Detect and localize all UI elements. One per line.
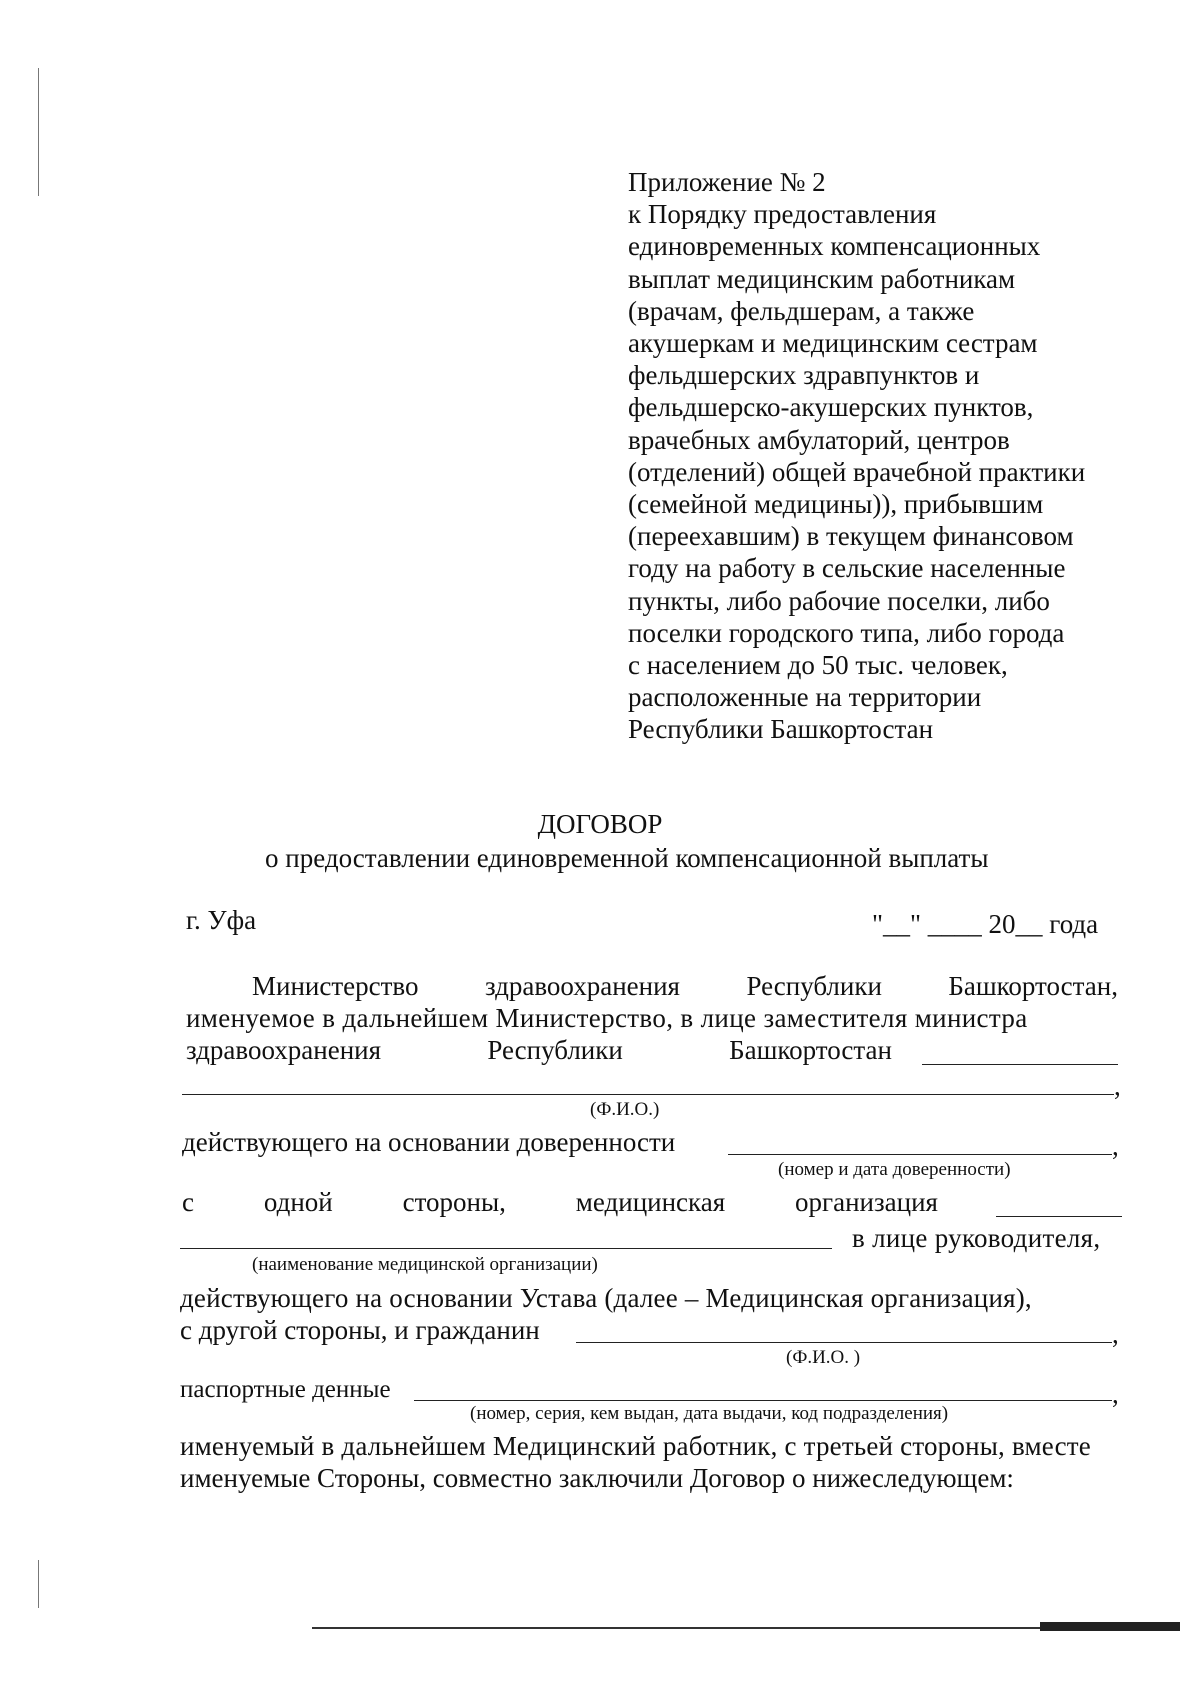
head-text: в лице руководителя, bbox=[852, 1223, 1101, 1253]
appendix-line: выплат медицинским работникам bbox=[628, 263, 1016, 294]
paragraph-line-org bbox=[182, 1186, 938, 1218]
passport-caption: (номер, серия, кем выдан, дата выдачи, код подразделения) bbox=[470, 1403, 949, 1424]
appendix-line: (отделений) общей врачебной практики bbox=[628, 456, 1086, 487]
word: одной bbox=[263, 1187, 333, 1217]
org-name-blank bbox=[180, 1248, 832, 1249]
deputy-fio-blank bbox=[182, 1094, 1114, 1095]
bottom-rule-thick bbox=[1040, 1622, 1180, 1631]
scan-edge-bottom bbox=[38, 1560, 39, 1608]
word: здравоохранения bbox=[186, 1035, 382, 1065]
passport-text: паспортные денные bbox=[180, 1376, 391, 1403]
final-line-2: именуемые Стороны, совместно заключили Договор о нижеследующем: bbox=[180, 1463, 1014, 1493]
word: Республики bbox=[746, 971, 882, 1001]
appendix-line: поселки городского типа, либо города bbox=[628, 617, 1065, 648]
word: Башкортостан, bbox=[948, 971, 1118, 1001]
appendix-line: пункты, либо рабочие поселки, либо bbox=[628, 585, 1050, 616]
citizen-fio-blank bbox=[576, 1342, 1112, 1343]
proxy-blank bbox=[728, 1154, 1112, 1155]
paragraph-line-1 bbox=[252, 970, 1118, 1002]
appendix-line: единовременных компенсационных bbox=[628, 231, 1041, 262]
final-line-1: именуемый в дальнейшем Медицинский работник, с третьей стороны, вместе bbox=[180, 1431, 1091, 1461]
paragraph-line-2: именуемое в дальнейшем Министерство, в лице заместителя министра bbox=[186, 1003, 1028, 1033]
deputy-name-blank-short bbox=[922, 1064, 1118, 1065]
appendix-line: акушеркам и медицинским сестрам bbox=[628, 328, 1038, 359]
scan-edge-top bbox=[38, 68, 39, 196]
org-caption: (наименование медицинской организации) bbox=[252, 1254, 598, 1275]
appendix-line: фельдшерско-акушерских пунктов, bbox=[628, 392, 1034, 423]
passport-blank bbox=[414, 1400, 1112, 1401]
appendix-line: врачебных амбулаторий, центров bbox=[628, 424, 1010, 455]
word: Министерство bbox=[252, 971, 419, 1001]
appendix-line: с населением до 50 тыс. человек, bbox=[628, 650, 1008, 681]
word: медицинская bbox=[575, 1187, 726, 1217]
contract-city: г. Уфа bbox=[186, 905, 257, 935]
appendix-header bbox=[628, 166, 1148, 746]
appendix-line: (врачам, фельдшерам, а также bbox=[628, 295, 975, 326]
contract-title: ДОГОВОР bbox=[537, 809, 663, 839]
word: стороны, bbox=[402, 1187, 506, 1217]
charter-text: действующего на основании Устава (далее – Медицинская организация), bbox=[180, 1283, 1032, 1313]
proxy-text: действующего на основании доверенности bbox=[182, 1127, 676, 1157]
citizen-text: с другой стороны, и гражданин bbox=[180, 1315, 540, 1345]
appendix-line: расположенные на территории bbox=[628, 682, 982, 713]
appendix-line: году на работу в сельские населенные bbox=[628, 553, 1066, 584]
citizen-caption: (Ф.И.О. ) bbox=[786, 1347, 861, 1368]
appendix-line: фельдшерских здравпунктов и bbox=[628, 360, 980, 391]
paragraph-line-3 bbox=[186, 1034, 892, 1066]
contract-subtitle: о предоставлении единовременной компенсационной выплаты bbox=[265, 843, 989, 873]
comma: , bbox=[1112, 1131, 1119, 1161]
word: Башкортостан bbox=[729, 1035, 892, 1065]
appendix-line: Республики Башкортостан bbox=[628, 714, 934, 745]
appendix-line: (семейной медицины)), прибывшим bbox=[628, 489, 1044, 520]
appendix-line: (переехавшим) в текущем финансовом bbox=[628, 521, 1074, 552]
word: с bbox=[182, 1187, 194, 1217]
org-blank-short bbox=[996, 1216, 1122, 1217]
comma: , bbox=[1114, 1071, 1121, 1101]
comma: , bbox=[1112, 1379, 1119, 1409]
comma: , bbox=[1112, 1319, 1119, 1349]
word: организация bbox=[795, 1187, 938, 1217]
proxy-caption: (номер и дата доверенности) bbox=[778, 1159, 1011, 1180]
word: здравоохранения bbox=[484, 971, 680, 1001]
appendix-line: к Порядку предоставления bbox=[628, 199, 937, 230]
word: Республики bbox=[487, 1035, 623, 1065]
contract-date: "__" ____ 20__ года bbox=[872, 909, 1099, 939]
appendix-line: Приложение № 2 bbox=[628, 167, 826, 197]
fio-caption: (Ф.И.О.) bbox=[590, 1099, 660, 1120]
